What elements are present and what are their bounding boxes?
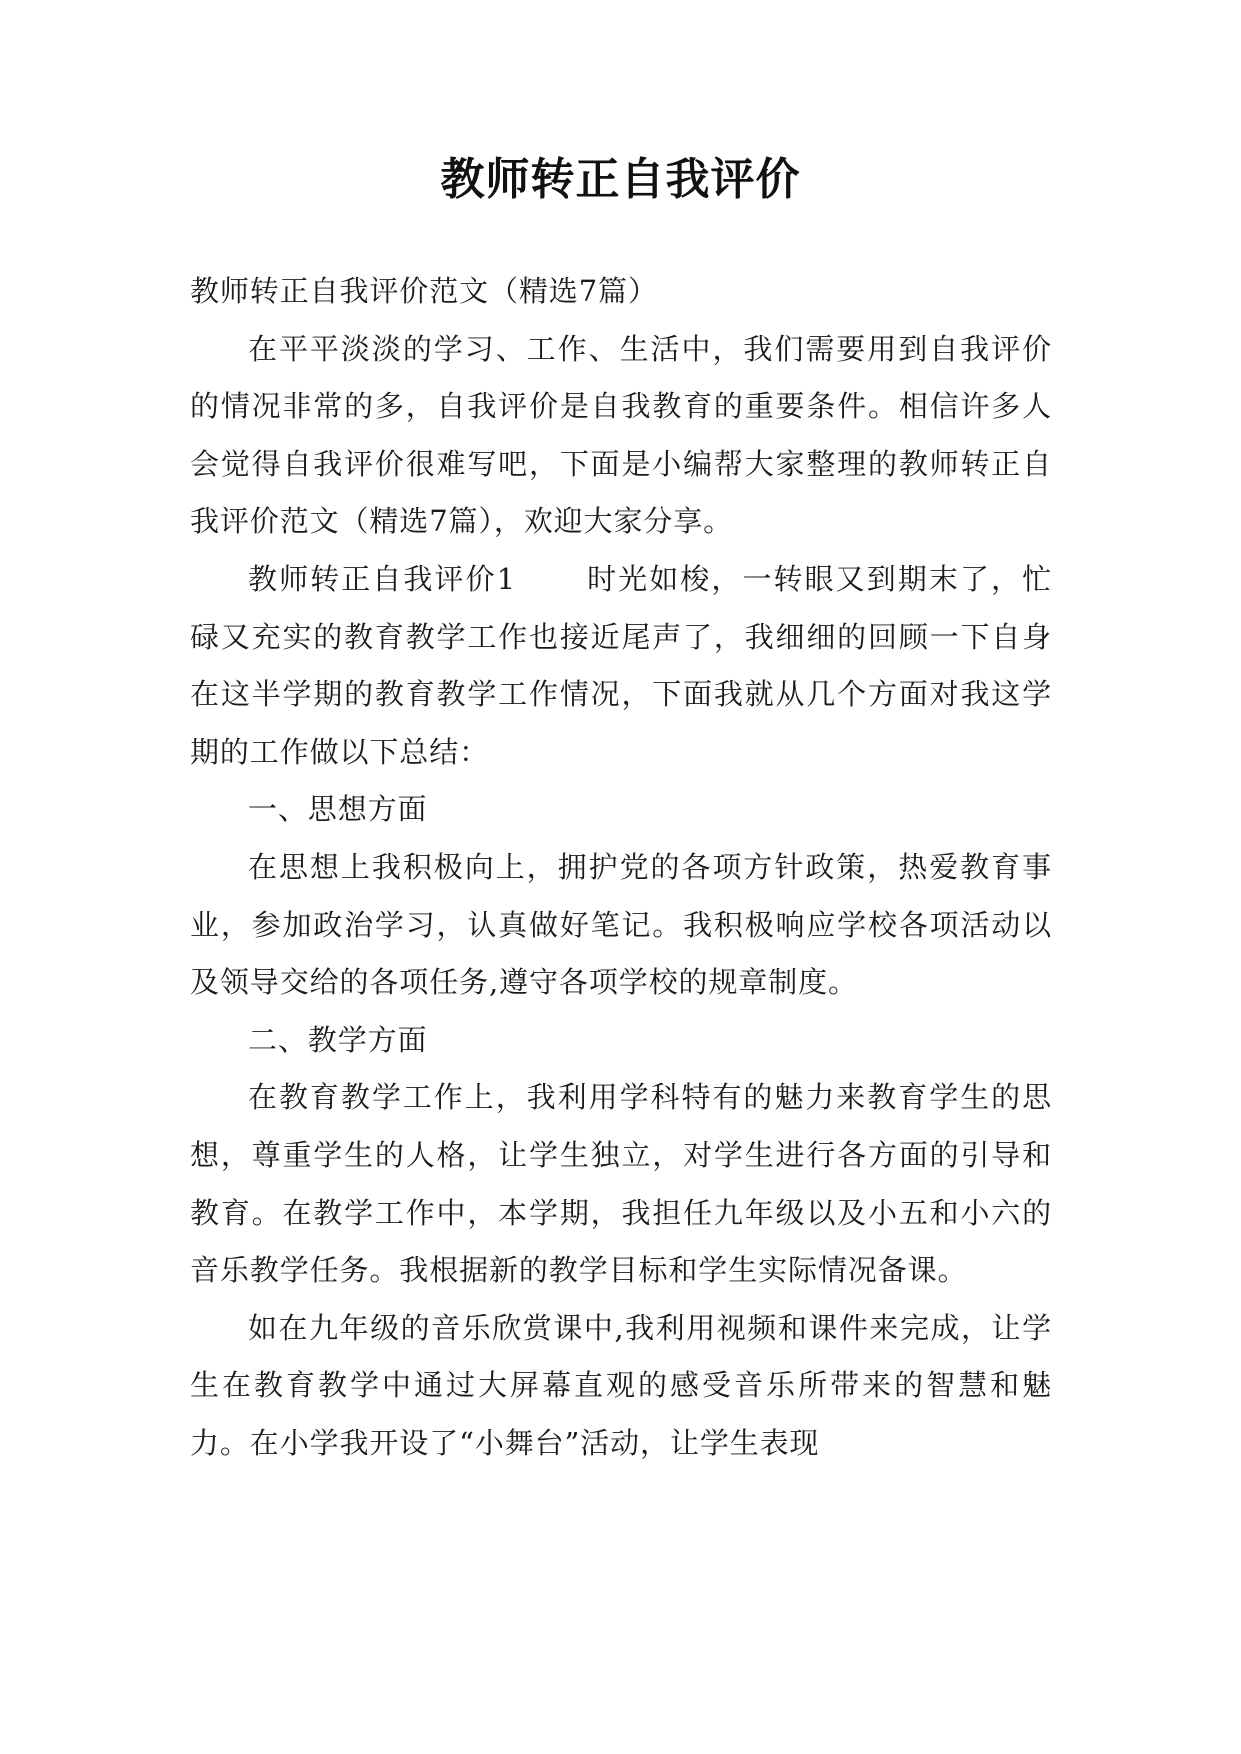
heading-teaching: 二、教学方面 — [248, 1022, 428, 1057]
document-title: 教师转正自我评价 — [440, 154, 801, 205]
section-1-text: 时光如梭，一转眼又到期末了，忙碌又充实的教育教学工作也接近尾声了，我细细的回顾一下自身在这半学期的教育教学工作情况，下面我就从几个方面对我这学期的工作做以下总结： — [190, 561, 1052, 769]
document-body — [190, 263, 1052, 1472]
paragraph-teaching: 在教育教学工作上，我利用学科特有的魅力来教育学生的思想，尊重学生的人格，让学生独立，对学生进行各方面的引导和教育。在教学工作中，本学期，我担任九年级以及小五和小六的音乐教学任务。我根据新的教学目标和学生实际情况备课。 — [190, 1080, 1052, 1288]
paragraph-subtitle: 教师转正自我评价范文（精选7篇） — [190, 274, 658, 308]
heading-thought: 一、思想方面 — [248, 792, 428, 827]
paragraph-intro: 在平平淡淡的学习、工作、生活中，我们需要用到自我评价的情况非常的多，自我评价是自我教育的重要条件。相信许多人会觉得自我评价很难写吧，下面是小编帮大家整理的教师转正自我评价范文（精选7篇），欢迎大家分享。 — [190, 331, 1052, 539]
paragraph-thought: 在思想上我积极向上，拥护党的各项方针政策，热爱教育事业，参加政治学习，认真做好笔记。我积极响应学校各项活动以及领导交给的各项任务,遵守各项学校的规章制度。 — [190, 849, 1052, 1000]
section-heading: 教师转正自我评价1 — [248, 561, 516, 596]
paragraph-section-1 — [190, 551, 1052, 781]
paragraph-music-class: 如在九年级的音乐欣赏课中,我利用视频和课件来完成，让学生在教育教学中通过大屏幕直观的感受音乐所带来的智慧和魅力。在小学我开设了“小舞台”活动，让学生表现 — [190, 1310, 1052, 1460]
